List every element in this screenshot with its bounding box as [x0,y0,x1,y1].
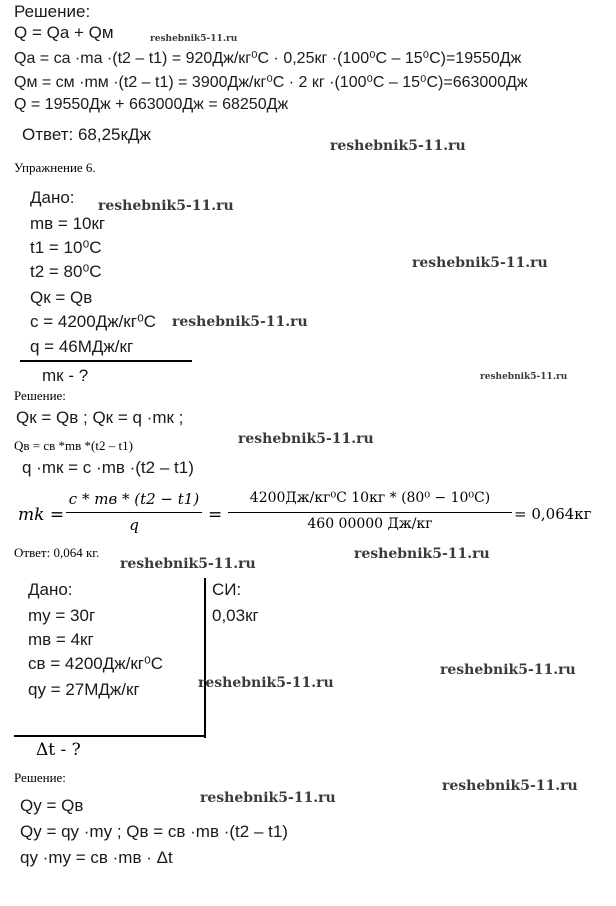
solution-line: Qу = qу ·mу ; Qв = cв ·mв ·(t2 – t1) [20,822,288,841]
formula-numerator: 4200Дж/кг⁰С 10кг * (80⁰ − 10⁰С) [249,490,491,506]
solution-line: qу ·mу = cв ·mв · Δt [20,848,173,867]
watermark: reshebnik5-11.ru [120,556,256,572]
solution-title: Решение: [14,388,66,403]
watermark: reshebnik5-11.ru [238,431,374,447]
watermark: reshebnik5-11.ru [98,198,234,214]
formula-numerator: c * mв * (t2 − t1) [68,490,200,508]
given-divider [20,360,192,362]
find-item: mк - ? [42,366,89,385]
given-item: c = 4200Дж/кг⁰С [30,312,157,331]
equation-line: Qм = cм ·mм ·(t2 – t1) = 3900Дж/кг⁰С · 2 кг ·(100⁰С – 15⁰С)=663000Дж [14,74,528,91]
formula-denominator: q [129,516,139,534]
equation-line: Q = 19550Дж + 663000Дж = 68250Дж [14,96,289,113]
given-item: cв = 4200Дж/кг⁰С [28,654,164,673]
formula-lhs: mk = [18,505,65,525]
given-item: mу = 30г [28,606,96,625]
solution-line: Qк = Qв ; Qк = q ·mк ; [16,408,184,427]
watermark: reshebnik5-11.ru [440,662,576,678]
fraction-bar [228,512,512,513]
find-item: Δt - ? [36,740,81,760]
equation-line: Q = Qа + Qм [14,23,114,42]
solution-line: Qв = cв *mв *(t2 – t1) [14,438,133,453]
equation-line: Qа = cа ·mа ·(t2 – t1) = 920Дж/кг⁰С · 0,25кг ·(100⁰С – 15⁰С)=19550Дж [14,50,522,67]
given-item: t1 = 10⁰С [30,238,102,257]
given-item: t2 = 80⁰С [30,262,102,281]
watermark: reshebnik5-11.ru [412,255,548,271]
watermark: reshebnik5-11.ru [198,675,334,691]
given-title: Дано: [30,188,75,207]
answer-text: Ответ: 0,064 кг. [14,545,100,560]
solution-title: Решение: [14,770,66,785]
exercise-title: Упражнение 6. [14,160,96,175]
given-divider [14,735,206,737]
solution-line: q ·mк = c ·mв ·(t2 – t1) [22,458,194,477]
watermark: reshebnik5-11.ru [150,34,238,44]
si-title: СИ: [212,580,242,599]
si-divider-vertical [204,578,206,738]
formula-result: = 0,064кг [514,505,592,523]
watermark: reshebnik5-11.ru [354,546,490,562]
given-item: mв = 4кг [28,630,94,649]
given-item: mв = 10кг [30,214,106,233]
given-title: Дано: [28,580,73,599]
given-item: qу = 27МДж/кг [28,680,140,699]
fraction-bar [66,512,202,513]
solution-heading: Решение: [14,2,91,21]
given-item: Qк = Qв [30,288,93,307]
watermark: reshebnik5-11.ru [480,372,568,382]
formula-denominator: 460 00000 Дж/кг [307,516,433,532]
si-value: 0,03кг [212,606,259,625]
formula-equals: = [208,505,223,525]
solution-line: Qу = Qв [20,796,84,815]
watermark: reshebnik5-11.ru [442,778,578,794]
given-item: q = 46МДж/кг [30,337,134,356]
watermark: reshebnik5-11.ru [330,138,466,154]
watermark: reshebnik5-11.ru [200,790,336,806]
answer-text: Ответ: 68,25кДж [22,125,151,144]
watermark: reshebnik5-11.ru [172,314,308,330]
